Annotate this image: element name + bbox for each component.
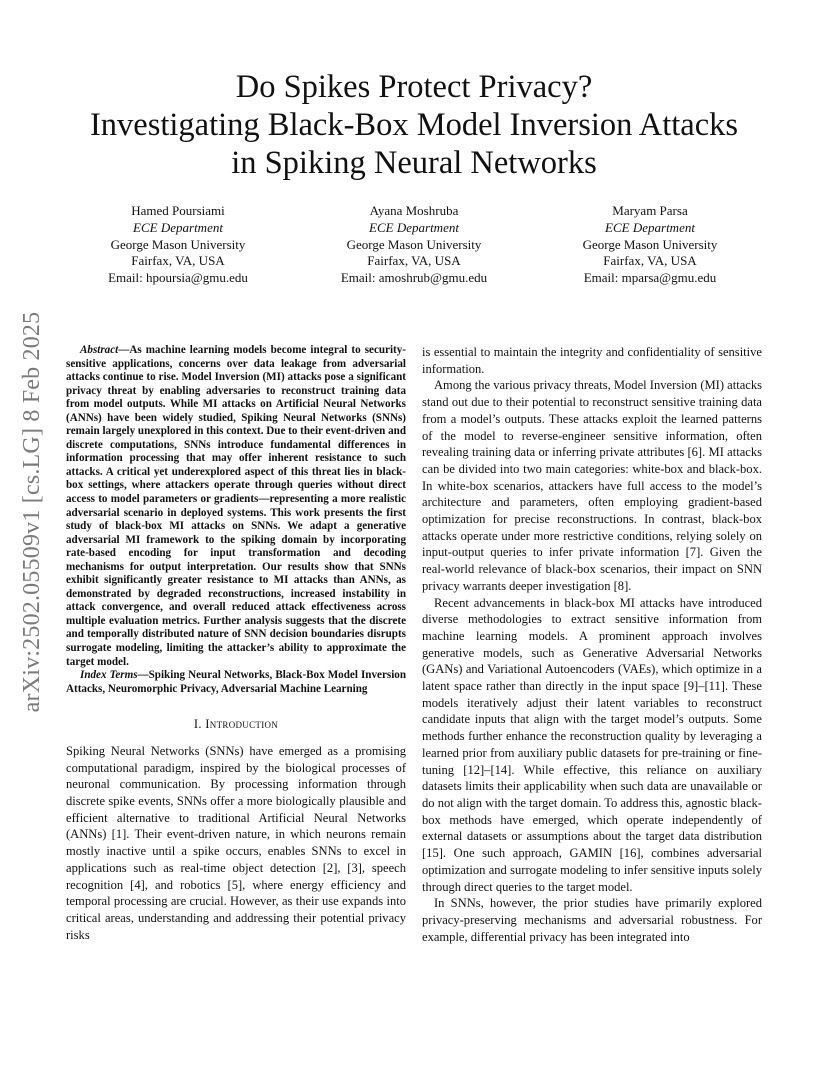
author-location: Fairfax, VA, USA xyxy=(131,253,225,269)
author-university: George Mason University xyxy=(110,236,246,252)
left-column xyxy=(66,344,406,943)
author-dept: ECE Department xyxy=(133,219,223,235)
author-dept: ECE Department xyxy=(369,219,459,235)
body-paragraph: Spiking Neural Networks (SNNs) have emerged as a promising computational paradigm, inspired by the biological processes of neuronal communication. By processing information through discrete spike events, SNNs offer a more biologically plausible and efficient alternative to traditional Artificial Neural Networks (ANNs) [1]. Their event-driven nature, in which neurons remain mostly inactive until a spike occurs, enables SNNs to excel in applications such as real-time object detection [2], [3], speech recognition [4], and robotics [5], where energy efficiency and temporal processing are crucial. However, as their use expands into critical areas, understanding and addressing their potential privacy risks xyxy=(66,743,406,942)
author-3 xyxy=(532,203,768,287)
section-title: Introduction xyxy=(205,717,279,732)
author-2 xyxy=(296,203,532,287)
author-dept: ECE Department xyxy=(605,219,695,235)
index-terms-label: Index Terms xyxy=(80,669,138,682)
body-paragraph: Among the various privacy threats, Model Inversion (MI) attacks stand out due to their potential to reconstruct sensitive training data from a model’s outputs. These attacks exploit the learned patterns of the model to reverse-engineer sensitive information, often revealing training data or inferring private attributes [6]. MI attacks can be divided into two main categories: white-box and black-box. In white-box scenarios, attackers have full access to the model’s architecture and parameters, often employing gradient-based optimization for precise reconstructions. In contrast, black-box attacks operate under more restrictive conditions, relying solely on input-output queries to infer private information [7]. Given the real-world relevance of black-box scenarios, their impact on SNN privacy warrants deeper investigation [8]. xyxy=(422,378,762,593)
section-number: I. xyxy=(193,717,202,732)
author-name: Maryam Parsa xyxy=(612,203,688,218)
index-terms-text: —Spiking Neural Networks, Black-Box Model Inversion Attacks, Neuromorphic Privacy, Adversarial Machine Learning xyxy=(66,669,406,695)
abstract-text: —As machine learning models become integral to security-sensitive applications, concerns over data leakage from adversarial attacks continue to rise. Model Inversion (MI) attacks pose a significant privacy threat by enabling adversaries to reconstruct training data from model outputs. While MI attacks on Artificial Neural Networks (ANNs) have been widely studied, Spiking Neural Networks (SNNs) remain largely unexplored in this context. Due to their event-driven and discrete computations, SNNs introduce fundamental differences in information processing that may offer inherent resistance to such attacks. A critical yet underexplored aspect of this threat lies in black-box settings, where attackers operate through queries without direct access to model parameters or gradients—representing a more realistic adversarial scenario in deployed systems. This work presents the first study of black-box MI attacks on SNNs. We adapt a generative adversarial MI framework to the spiking domain by incorporating rate-based encoding for input transformation and decoding mechanisms for output interpretation. Our results show that SNNs exhibit significantly greater resistance to MI attacks than ANNs, as demonstrated by degraded reconstructions, increased instability in attack convergence, and overall reduced attack effectiveness across multiple evaluation metrics. Further analysis suggests that the discrete and temporally distributed nature of SNN decision boundaries disrupts surrogate modeling, limiting the attacker’s ability to approximate the target model. xyxy=(66,344,406,668)
author-name: Hamed Poursiami xyxy=(131,203,225,218)
title-line: Do Spikes Protect Privacy? xyxy=(235,69,593,105)
author-block xyxy=(60,203,768,287)
right-column xyxy=(422,344,762,945)
title-line: in Spiking Neural Networks xyxy=(231,145,597,181)
title-line: Investigating Black-Box Model Inversion Attacks xyxy=(89,107,739,143)
author-email: Email: hpoursia@gmu.edu xyxy=(108,270,248,286)
author-location: Fairfax, VA, USA xyxy=(367,253,461,269)
author-location: Fairfax, VA, USA xyxy=(603,253,697,269)
index-terms xyxy=(66,669,406,696)
body-paragraph-continued: is essential to maintain the integrity and confidentiality of sensitive information. xyxy=(422,345,762,376)
abstract-label: Abstract xyxy=(80,344,119,356)
author-university: George Mason University xyxy=(582,236,718,252)
abstract xyxy=(66,344,406,669)
body-paragraph: Recent advancements in black-box MI attacks have introduced diverse methodologies to extract sensitive information from machine learning models. A prominent approach involves generative models, such as Generative Adversarial Networks (GANs) and Variational Autoencoders (VAEs), which optimize in a latent space rather than directly in the input space [9]–[11]. These models iteratively adjust their latent variables to reconstruct candidate inputs that align with the target model’s outputs. Some methods further enhance the reconstruction quality by leveraging a learned prior from auxiliary public datasets for pre-training or fine-tuning [12]–[14]. While effective, this reliance on auxiliary datasets limits their applicability when such data are unavailable or do not align with the target domain. To address this, agnostic black-box methods have emerged, which operate independently of external datasets or assumptions about the target data distribution [15]. One such approach, GAMIN [16], combines adversarial optimization and surrogate modeling to infer sensitive inputs solely through direct queries to the target model. xyxy=(422,595,762,894)
author-email: Email: mparsa@gmu.edu xyxy=(583,270,717,286)
body-paragraph: In SNNs, however, the prior studies have primarily explored privacy-preserving mechanisms and adversarial robustness. For example, differential privacy has been integrated into xyxy=(422,896,762,944)
author-name: Ayana Moshruba xyxy=(369,203,459,218)
author-1 xyxy=(60,203,296,287)
author-email: Email: amoshrub@gmu.edu xyxy=(340,270,488,286)
arxiv-identifier: arXiv:2502.05509v1 [cs.LG] 8 Feb 2025 xyxy=(19,311,45,713)
paper-title xyxy=(40,68,788,182)
section-heading xyxy=(66,716,406,733)
author-university: George Mason University xyxy=(346,236,482,252)
